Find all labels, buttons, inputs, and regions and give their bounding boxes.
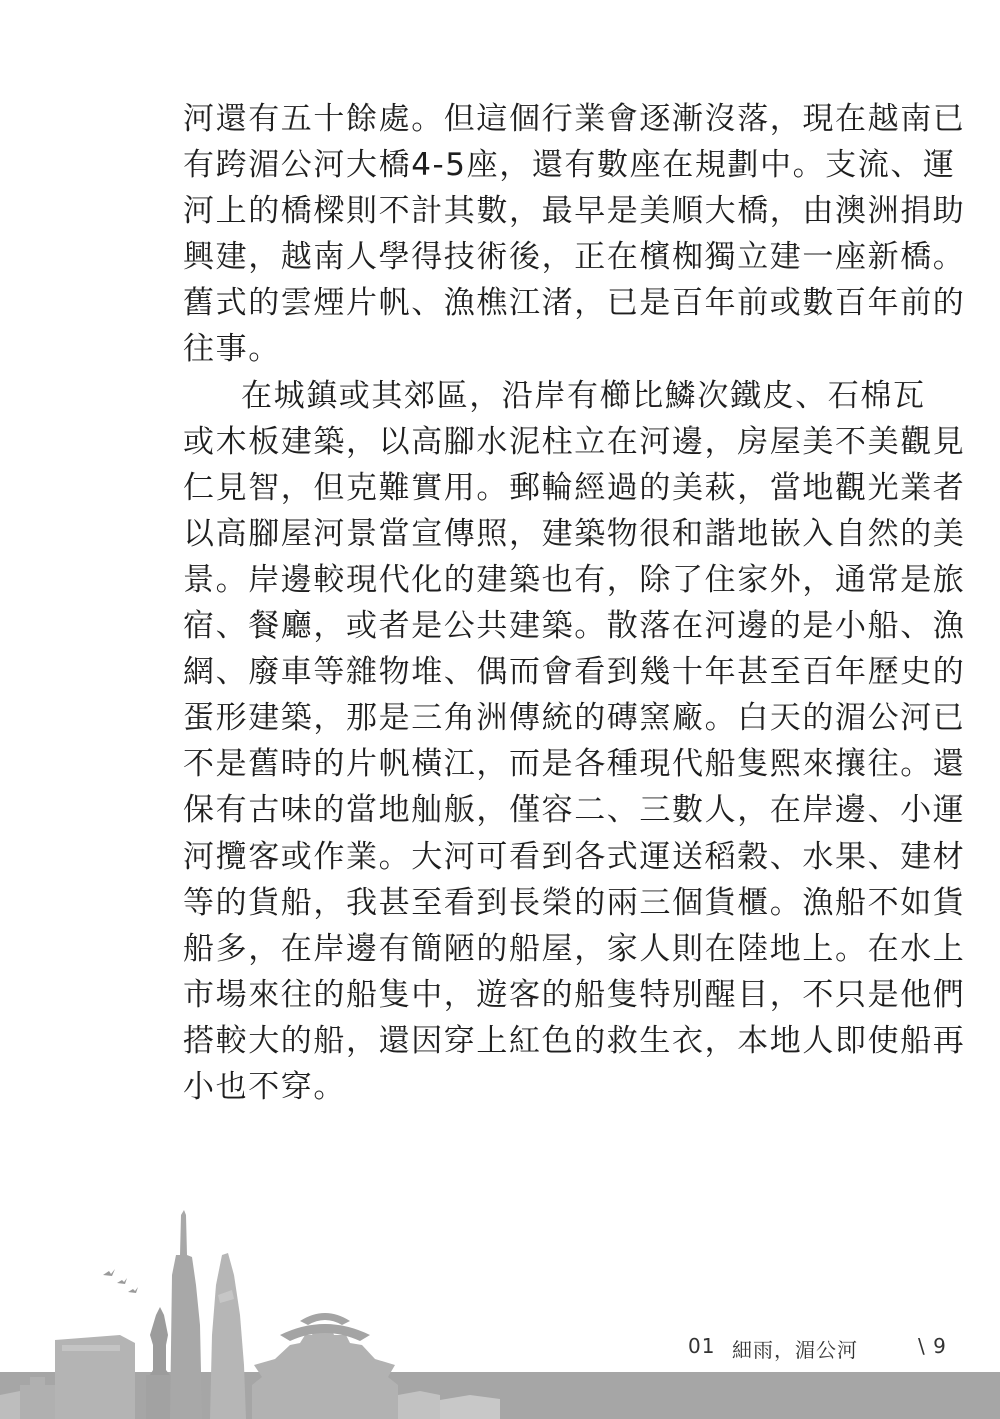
text-line: 蛋形建築，那是三角洲傳統的磚窯廠。白天的湄公河已	[183, 700, 966, 737]
text-line: 保有古味的當地舢舨，僅容二、三數人，在岸邊、小運	[183, 792, 966, 829]
text-line: 景。岸邊較現代化的建築也有，除了住家外，通常是旅	[183, 561, 966, 598]
temple-shape	[252, 1325, 398, 1419]
chapter-number: 01	[688, 1334, 716, 1358]
text-line: 仁見智，但克難實用。郵輪經過的美萩，當地觀光業者	[183, 469, 966, 506]
text-line: 或木板建築，以高腳水泥柱立在河邊，房屋美不美觀見	[183, 423, 966, 460]
text-line: 往事。	[183, 331, 281, 368]
paragraph-2	[183, 373, 966, 1111]
page-number: \ 9	[918, 1334, 947, 1358]
text-line: 興建，越南人學得技術後，正在檳椥獨立建一座新橋。	[183, 239, 966, 276]
text-line: 在城鎮或其郊區，沿岸有櫛比鱗次鐵皮、石棉瓦	[241, 377, 926, 414]
chapter-title: 細雨，湄公河	[732, 1338, 858, 1362]
text-line: 舊式的雲煙片帆、漁樵江渚，已是百年前或數百年前的	[183, 285, 966, 322]
temple-roof-shape	[300, 1313, 350, 1325]
building-shape	[398, 1391, 440, 1419]
paragraph-1	[183, 96, 966, 373]
bird-shape	[103, 1269, 115, 1276]
text-line: 有跨湄公河大橋4-5座，還有數座在規劃中。支流、運	[183, 147, 956, 184]
text-line: 網、廢車等雜物堆、偶而會看到幾十年甚至百年歷史的	[183, 654, 966, 691]
text-line: 小也不穿。	[183, 1068, 346, 1105]
text-line: 搭較大的船，還因穿上紅色的救生衣，本地人即使船再	[183, 1022, 966, 1059]
tower-shape	[170, 1210, 202, 1419]
text-line: 河攬客或作業。大河可看到各式運送稻穀、水果、建材	[183, 838, 966, 875]
text-line: 船多，在岸邊有簡陋的船屋，家人則在陸地上。在水上	[183, 930, 966, 967]
text-line: 河上的橋樑則不計其數，最早是美順大橋，由澳洲捐助	[183, 193, 966, 230]
text-line: 市場來往的船隻中，遊客的船隻特別醒目，不只是他們	[183, 976, 966, 1013]
city-skyline-illustration	[0, 1195, 1000, 1419]
text-line: 河還有五十餘處。但這個行業會逐漸沒落，現在越南已	[183, 101, 966, 137]
building-shape	[0, 1391, 20, 1419]
body-text	[183, 96, 966, 1110]
text-line: 不是舊時的片帆橫江，而是各種現代船隻熙來攘往。還	[183, 746, 966, 783]
statue-pedestal	[146, 1375, 174, 1419]
text-line: 等的貨船，我甚至看到長榮的兩三個貨櫃。漁船不如貨	[183, 884, 966, 921]
building-shape	[440, 1395, 500, 1419]
tower-shape	[210, 1253, 246, 1419]
building-shape	[62, 1345, 120, 1351]
bird-shape	[128, 1287, 138, 1293]
bird-shape	[117, 1278, 127, 1284]
text-line: 以高腳屋河景當宣傳照，建築物很和諧地嵌入自然的美	[183, 515, 966, 552]
text-line: 宿、餐廳，或者是公共建築。散落在河邊的是小船、漁	[183, 608, 966, 645]
